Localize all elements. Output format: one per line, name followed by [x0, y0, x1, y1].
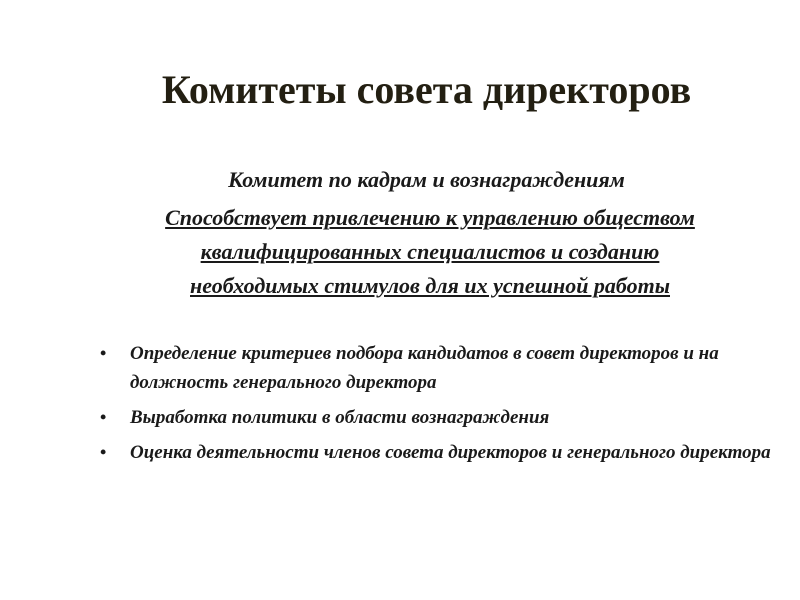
bullet-marker: •: [100, 407, 107, 427]
committee-description: Способствует привлечению к управлению обществом квалифицированных специалистов и созданию необходимых стимулов для их успешной работы: [165, 205, 695, 298]
slide-title: Комитеты совета директоров: [161, 67, 692, 112]
bullet-item: [100, 438, 780, 467]
bullet-list: [100, 339, 780, 473]
bullet-text: Оценка деятельности членов совета директоров и генерального директора: [130, 442, 771, 463]
bullet-marker: •: [100, 442, 107, 462]
bullet-item: [100, 403, 780, 432]
bullet-text: Определение критериев подбора кандидатов в совет директоров и на должность генерального директора: [130, 343, 719, 393]
bullet-marker: •: [100, 343, 107, 363]
committee-subtitle: Комитет по кадрам и вознаграждениям: [228, 167, 625, 192]
bullet-item: [100, 339, 780, 397]
bullet-text: Выработка политики в области вознаграждения: [130, 407, 550, 428]
